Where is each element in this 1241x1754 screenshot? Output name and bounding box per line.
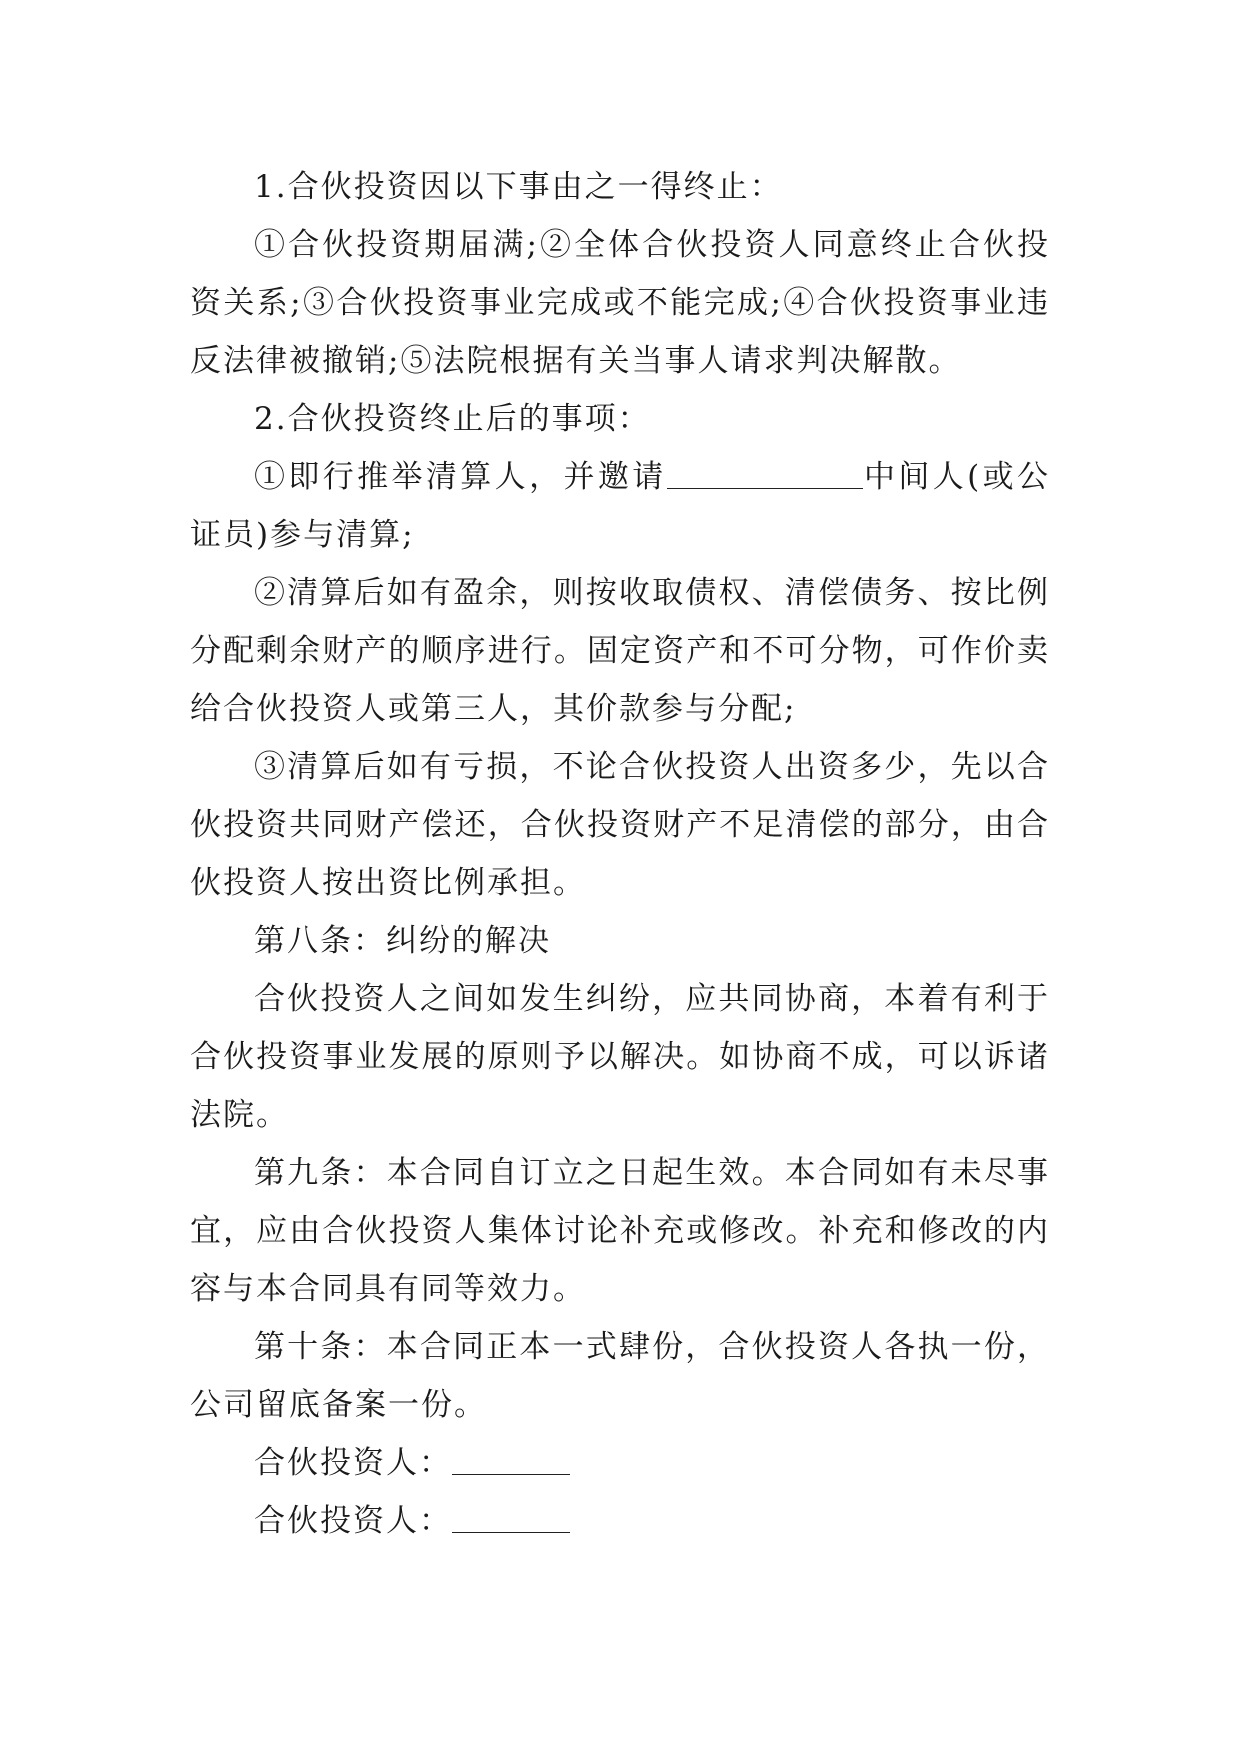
liquidator-text-after: 中间人(或公证员)参与清算; [190,459,1051,553]
intermediary-blank-line [667,458,863,489]
signature-label: 合伙投资人： [254,1445,452,1481]
paragraph-termination-reasons-heading: 1.合伙投资因以下事由之一得终止： [254,169,783,205]
article-10: 第十条：本合同正本一式肆份，合伙投资人各执一份，公司留底备案一份。 [190,1329,1050,1423]
article-9: 第九条：本合同自订立之日起生效。本合同如有未尽事宜，应由合伙投资人集体讨论补充或修改。补充和修改的内容与本合同具有同等效力。 [190,1155,1050,1307]
document-body [190,158,1050,1550]
paragraph-dispute: 合伙投资人之间如发生纠纷，应共同协商，本着有利于合伙投资事业发展的原则予以解决。如协商不成，可以诉诸法院。 [190,981,1050,1133]
article-8-heading: 第八条：纠纷的解决 [254,923,551,959]
signature-line-1 [190,1434,1050,1492]
signature-line-2 [190,1492,1050,1550]
liquidator-text-before: ①即行推举清算人，并邀请 [254,459,667,495]
paragraph-surplus: ②清算后如有盈余，则按收取债权、清偿债务、按比例分配剩余财产的顺序进行。固定资产和不可分物，可作价卖给合伙投资人或第三人，其价款参与分配; [190,575,1050,727]
signature-label: 合伙投资人： [254,1503,452,1539]
paragraph-post-termination-heading: 2.合伙投资终止后的事项： [254,401,651,437]
signature-blank-line [452,1444,570,1475]
paragraph-loss: ③清算后如有亏损，不论合伙投资人出资多少，先以合伙投资共同财产偿还，合伙投资财产不足清偿的部分，由合伙投资人按出资比例承担。 [190,749,1050,901]
paragraph-termination-reasons: ①合伙投资期届满;②全体合伙投资人同意终止合伙投资关系;③合伙投资事业完成或不能完成;④合伙投资事业违反法律被撤销;⑤法院根据有关当事人请求判决解散。 [190,227,1050,379]
signature-blank-line [452,1502,570,1533]
paragraph-liquidator [190,448,1050,564]
